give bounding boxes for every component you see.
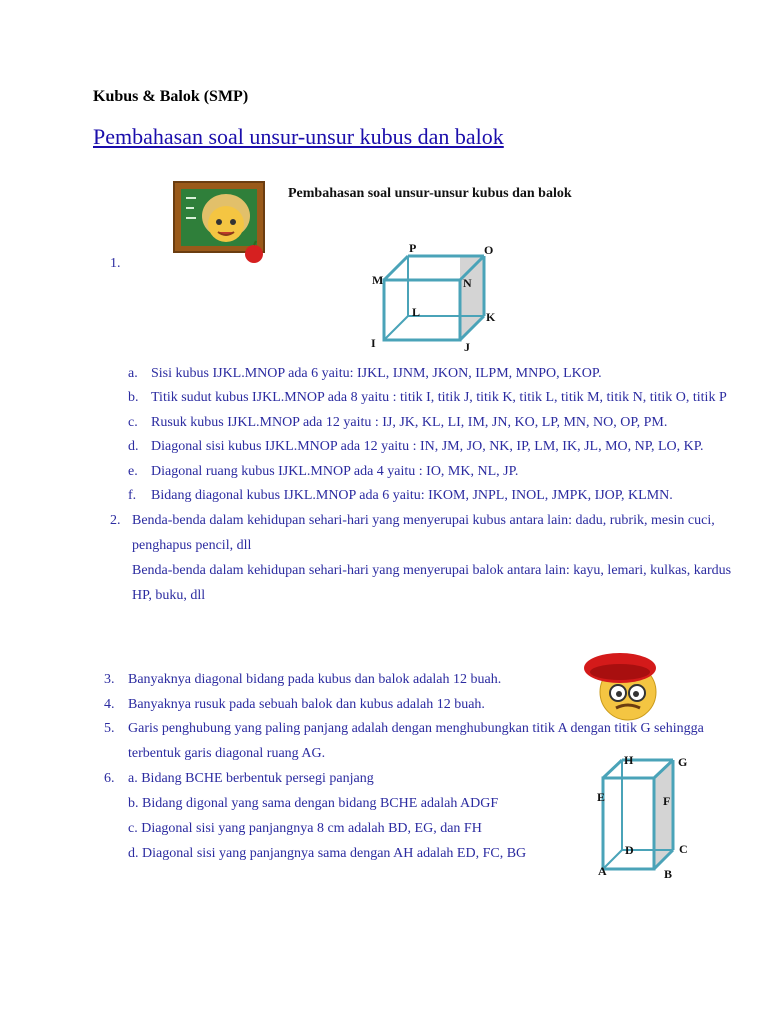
cube-label-p: P (409, 241, 417, 255)
list-item: Diagonal ruang kubus IJKL.MNOP ada 4 yaitu : IO, MK, NL, JP. (151, 464, 519, 479)
box-label-a: A (598, 864, 607, 878)
item-5-number: 5. (104, 721, 115, 736)
cube-diagram (368, 240, 508, 358)
cube-label-j: J (464, 340, 470, 354)
list-item-letter: c. (128, 415, 138, 430)
box-label-h: H (624, 753, 634, 767)
item-2-number: 2. (110, 513, 121, 528)
list-item-letter: b. (128, 390, 139, 405)
list-item-letter: f. (128, 488, 137, 503)
cube-label-l: L (412, 305, 421, 319)
list-item: Sisi kubus IJKL.MNOP ada 6 yaitu: IJKL, IJNM, JKON, ILPM, MNPO, LKOP. (151, 366, 602, 381)
box-label-b: B (664, 867, 673, 881)
item-6-line-d: d. Diagonal sisi yang panjangnya sama dengan AH adalah ED, FC, BG (128, 846, 527, 861)
item-4-number: 4. (104, 697, 115, 712)
item-1-number: 1. (110, 256, 121, 271)
cube-label-i: I (371, 336, 376, 350)
item-6-line-b: b. Bidang digonal yang sama dengan bidang BCHE adalah ADGF (128, 796, 499, 811)
item-5-text: Garis penghubung yang paling panjang adalah dengan menghubungkan titik A dengan titik G sehingga (128, 721, 704, 736)
item-2-line-2: penghapus pencil, dll (132, 538, 252, 553)
item-4-text: Banyaknya rusuk pada sebuah balok dan kubus adalah 12 buah. (128, 697, 485, 712)
list-item: Bidang diagonal kubus IJKL.MNOP ada 6 yaitu: IKOM, JNPL, INOL, JMPK, IJOP, KLMN. (151, 488, 673, 503)
list-item-letter: d. (128, 439, 139, 454)
cube-label-n: N (463, 276, 472, 290)
box-label-d: D (625, 843, 634, 857)
list-item-letter: e. (128, 464, 138, 479)
box-label-c: C (679, 842, 688, 856)
box-label-g: G (678, 755, 688, 769)
cube-label-k: K (486, 310, 496, 324)
item-3-number: 3. (104, 672, 115, 687)
item-2-line-1: Benda-benda dalam kehidupan sehari-hari yang menyerupai kubus antara lain: dadu, rubrik, mesin cuci, (132, 513, 715, 528)
box-label-f: F (663, 794, 671, 808)
list-item: Diagonal sisi kubus IJKL.MNOP ada 12 yaitu : IN, JM, JO, NK, IP, LM, IK, JL, MO, NP, LO, KP. (151, 439, 704, 454)
item-5-text-continued: terbentuk garis diagonal ruang AG. (128, 746, 326, 761)
item-6-number: 6. (104, 771, 115, 786)
item-6-line-a: a. Bidang BCHE berbentuk persegi panjang (128, 771, 374, 786)
beret-smiley-image (582, 646, 668, 724)
article-title-link[interactable]: Pembahasan soal unsur-unsur kubus dan balok (93, 124, 504, 149)
cube-label-m: M (372, 273, 384, 287)
teacher-avatar-image (172, 180, 267, 266)
list-item: Rusuk kubus IJKL.MNOP ada 12 yaitu : IJ, JK, KL, LI, IM, JN, KO, LP, MN, NO, OP, PM. (151, 415, 668, 430)
item-2-line-3: Benda-benda dalam kehidupan sehari-hari yang menyerupai balok antara lain: kayu, lemari, kulkas, kardus (132, 563, 732, 578)
cube-label-o: O (484, 243, 494, 257)
category-heading: Kubus & Balok (SMP) (93, 88, 249, 105)
list-item: Titik sudut kubus IJKL.MNOP ada 8 yaitu : titik I, titik J, titik K, titik L, titik M, titik N, titik O, titik P (151, 390, 727, 405)
item-2-line-4: HP, buku, dll (132, 588, 206, 603)
box-diagram (592, 750, 702, 884)
item-3-text: Banyaknya diagonal bidang pada kubus dan balok adalah 12 buah. (128, 672, 502, 687)
list-item-letter: a. (128, 366, 138, 381)
box-label-e: E (597, 790, 606, 804)
image-title: Pembahasan soal unsur-unsur kubus dan balok (288, 186, 572, 201)
item-6-line-c: c. Diagonal sisi yang panjangnya 8 cm adalah BD, EG, dan FH (128, 821, 482, 836)
